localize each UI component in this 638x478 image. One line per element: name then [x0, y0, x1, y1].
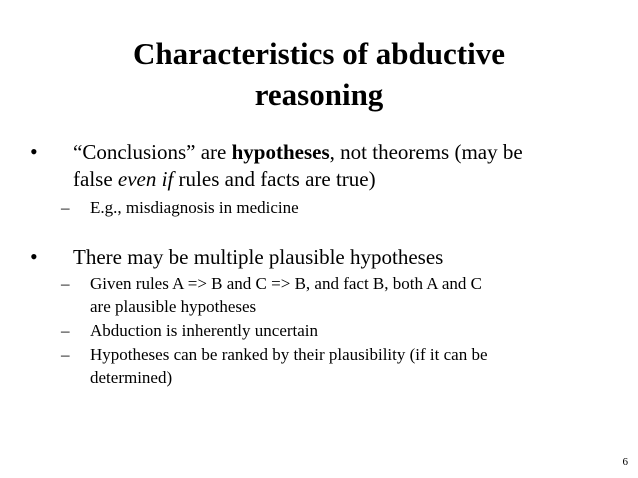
- bullet-2-sub-1-marker: –: [61, 274, 70, 293]
- bullet-1-line-2: [73, 166, 376, 192]
- page-number: 6: [622, 456, 628, 468]
- bullet-1-line-1-part-2: , not theorems (may be: [329, 140, 523, 164]
- bullet-2-sub-1-line-2: are plausible hypotheses: [90, 297, 257, 316]
- bullet-2-sub-3-line-1: Hypotheses can be ranked by their plausibility (if it can be: [90, 345, 488, 364]
- bullet-1-line-1-part-1: “Conclusions” are: [73, 140, 232, 164]
- bullet-1-line-2-part-2: rules and facts are true): [173, 167, 376, 191]
- bullet-2-sub-1-line-1: Given rules A => B and C => B, and fact B, both A and C: [90, 274, 483, 293]
- bullet-1-line-1: [73, 139, 523, 165]
- bullet-1-marker: •: [30, 139, 38, 164]
- bullet-2-sub-2-marker: –: [61, 321, 70, 340]
- bullet-1-sub-1: E.g., misdiagnosis in medicine: [90, 198, 299, 217]
- bullet-2-line-1: There may be multiple plausible hypotheses: [73, 245, 444, 269]
- bullet-1-line-2-part-1: false: [73, 167, 118, 191]
- bullet-1-sub-1-marker: –: [61, 198, 70, 217]
- slide-title-line-2: reasoning: [254, 77, 384, 112]
- bullet-1-phrase-even-if: even if: [117, 167, 174, 191]
- bullet-2-sub-2: Abduction is inherently uncertain: [90, 321, 319, 340]
- bullet-2-sub-3-marker: –: [61, 345, 70, 364]
- bullet-1-keyword-hypotheses: hypotheses: [231, 140, 330, 164]
- bullet-2-marker: •: [30, 244, 38, 269]
- bullet-2-sub-3-line-2: determined): [90, 368, 173, 387]
- slide-title-line-1: Characteristics of abductive: [133, 36, 505, 71]
